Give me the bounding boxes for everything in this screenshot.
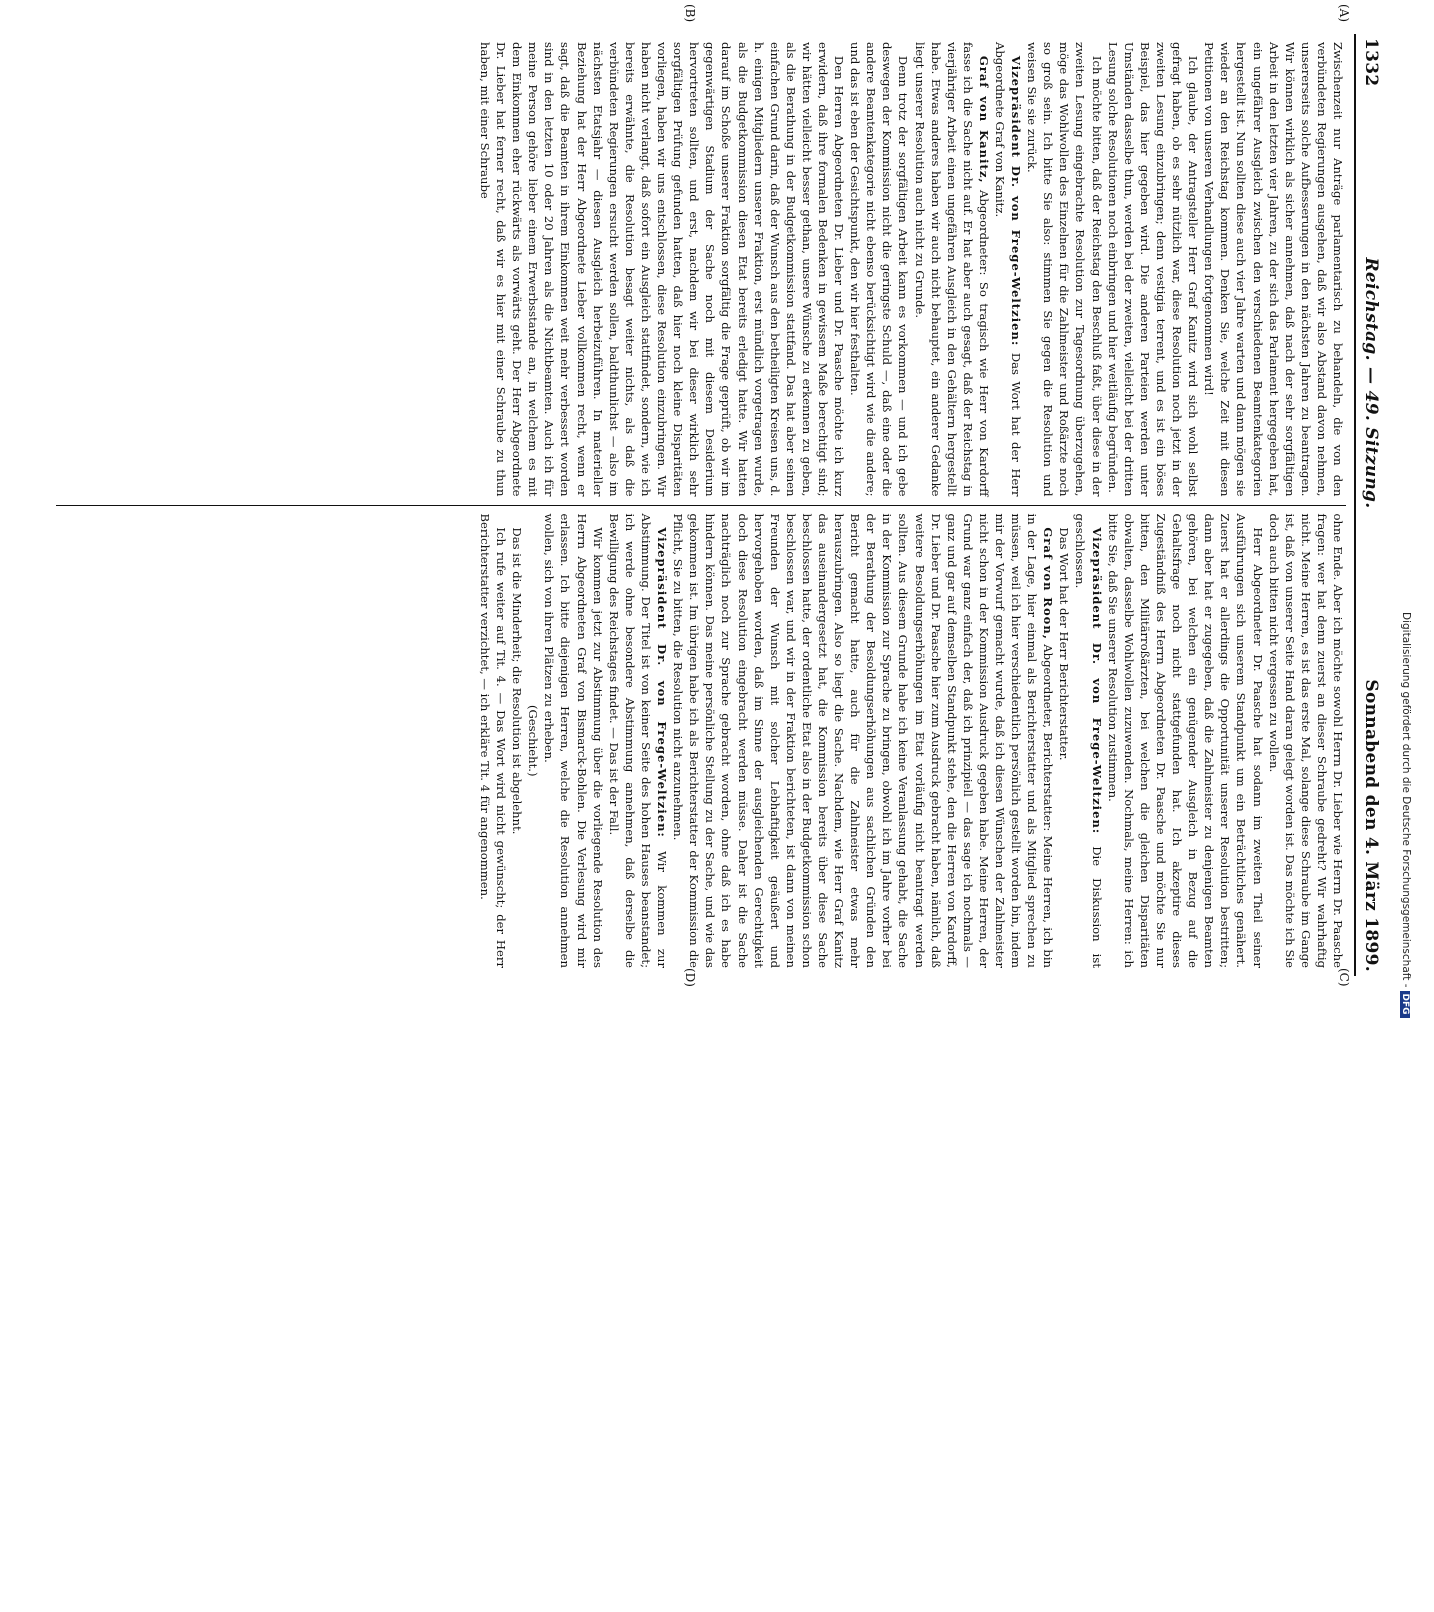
- paragraph: [911, 42, 991, 497]
- credit-text: Digitalisierung gefördert durch die Deutsche Forschungsgemeinschaft -: [1400, 612, 1412, 988]
- dfg-logo: DFG: [1400, 991, 1410, 1018]
- margin-mark-a: (A): [1337, 4, 1351, 23]
- speaker-label: Vizepräsident Dr. von Frege-Weltzien:: [655, 527, 670, 838]
- paragraph: Ich möchte bitten, daß der Reichstag den Beschluß faßt, über diese in der zweiten Lesung eingebrachte Resolution zur Tagesordnung überzugehen, möge das Wohlwollen des Einzelnen für die Zahlmeister und Roßärzte noch so groß sein. Ich bitte Sie also: stimmen Sie gegen die Resolution und weisen Sie sie zurück.: [1025, 42, 1104, 497]
- speech-text: Abgeordneter: So tragisch wie Herr von Kardorff fasse ich die Sache nicht auf. Er hat aber auch gesagt, daß der Reichstag in vierjähriger Arbeit einen ungefähren Ausgleich in den Gehältern hergestellt habe. Etwas anderes haben wir auch nicht behauptet, ein anderer Gedanke liegt unserer Resolution auch nicht zu Grunde.: [912, 42, 991, 497]
- paragraph: [606, 514, 670, 969]
- speech-text: Wir kommen zur Abstimmung. Der Titel ist von keiner Seite des hohen Hauses beanstandet; ich werde ohne besondere Abstimmung annehmen, daß derselbe die Bewilligung des Reichstages findet. — Das ist der Fall.: [606, 513, 670, 968]
- paragraph: Wir kommen jetzt zur Abstimmung über die vorliegende Resolution des Herrn Abgeordneten Graf von Bismarck-Bohlen. Die Verlesung wird mir erlassen. Ich bitte diejenigen Herren, welche die Resolution annehmen wollen, sich von ihren Plätzen zu erheben.: [542, 513, 605, 968]
- rotated-page: [7, 0, 1387, 1000]
- page-number: 1332: [1361, 38, 1381, 87]
- paragraph: Das ist die Minderheit; die Resolution ist abgelehnt.: [510, 527, 525, 835]
- speech-text: Die Diskussion ist geschlossen.: [1073, 513, 1104, 968]
- text-columns: [56, 34, 1346, 976]
- page-header: [1354, 34, 1381, 976]
- paragraph: [992, 42, 1024, 497]
- paragraph: (Geschieht.): [526, 705, 541, 777]
- margin-mark-d: (D): [683, 968, 697, 987]
- column-left: [56, 34, 1346, 505]
- paragraph: Zwischenzeit nur Anträge parlamentarisch zu behandeln, die von den verbündeten Regierungen ausgehen, daß wir also Abstand davon nehmen, unsererseits solche Aufbesserungen in den nächsten Jahren zu beantragen. Wir können wirklich als sicher annehmen, daß nach der sehr sorgfältigen Arbeit in den letzten vier Jahren, zu der sich das Parlament hergegeben hat, ein ungefährer Ausgleich zwischen den verschiedenen Beamtenkategorien hergestellt ist. Nun sollten diese auch vier Jahre warten und dann mögen sie wieder an den Reichstag kommen. Denken Sie, welche Zeit mit diesen Petitionen von unseren Verhandlungen fortgenommen wird!: [1202, 42, 1345, 497]
- paragraph: [1072, 514, 1104, 969]
- paragraph: Ich glaube, der Antragsteller Herr Graf Kanitz wird sich wohl selbst gefragt haben, ob es sehr nützlich war, diese Resolution noch jetzt in der zweiten Lesung einzubringen; denn vestigia terrent, und es ist ein böses Beispiel, das hier gegeben wird. Die anderen Parteien werden unter Umständen dasselbe thun, werden bei der zweiten, vielleicht bei der dritten Lesung solche Resolutionen noch einbringen und hier weitläufig begründen.: [1105, 42, 1201, 497]
- paragraph: Das Wort hat der Herr Berichterstatter.: [1057, 527, 1072, 761]
- margin-mark-c: (C): [1337, 968, 1351, 987]
- paragraph: Ich rufe weiter auf Tit. 4. — Das Wort wird nicht gewünscht; der Herr Berichterstatter verzichtet, — ich erkläre Tit. 4 für angenommen.: [478, 513, 509, 968]
- speech-text: Abgeordneter, Berichterstatter: Meine Herren, ich bin in der Lage, hier einmal als Berichterstatter und als Mitglied sprechen zu müssen, weil ich hier verschiedentlich persönlich gestellt worden bin, indem mir der Vorwurf gemacht wurde, daß ich diesen Wünschen der Zahlmeister nicht schon in der Kommission Ausdruck gegeben habe. Meine Herren, der Grund war ganz einfach der, daß ich prinzipiell — das sage ich nochmals — ganz und gar auf demselben Standpunkt stehe, den die Herren von Kardorff, Dr. Lieber und Dr. Paasche hier zum Ausdruck gebracht haben, nämlich, daß weitere Besoldungserhöhungen im Etat vorläufig nicht beantragt werden sollten. Aus diesem Grunde habe ich keine Veranlassung gehabt, die Sache in der Kommission zur Sprache zu bringen, obwohl ich im Jahre vorher bei der Berathung der Besoldungserhöhungen aus sachlichen Gründen den Bericht gemacht hatte, auch für die Zahlmeister etwas mehr herauszubringen. Also so liegt die Sache. Nachdem, wie Herr Graf Kanitz das auseinandergesetzt hat, die Kommission bereits über diese Sache beschlossen hatte, der ordentliche Etat also in der Budgetkommission schon beschlossen war, und wir in der Fraktion berichteten, ist dann von meinen Freunden der Wunsch mit solcher Lebhaftigkeit geäußert und hervorgehoben worden, daß im Sinne der ausgleichenden Gerechtigkeit doch diese Resolution eingebracht werden müsse. Daher ist die Sache nachträglich noch zur Sprache gebracht worden, ohne daß ich es habe hindern können. Das meine persönliche Stellung zu der Sache, und wie das gekommen ist. Im übrigen habe ich als Berichterstatter der Kommission die Pflicht, Sie zu bitten, die Resolution nicht anzunehmen.: [671, 513, 1056, 969]
- page-date: Sonnabend den 4. März 1899.: [1361, 679, 1381, 972]
- speaker-label: Vizepräsident Dr. von Frege-Weltzien:: [1009, 55, 1024, 347]
- paragraph: ohne Ende. Aber ich möchte sowohl Herrn Dr. Lieber wie Herrn Dr. Paasche fragen: wer hat denn zuerst an dieser Schraube gedreht? Wir wahrhaftig nicht. Meine Herren, es ist das erste Mal, solange diese Schraube im Gange ist, daß von unserer Seite Hand daran gelegt worden ist. Das möchte ich Sie doch auch bitten nicht vergessen zu wollen.: [1266, 513, 1345, 968]
- speaker-label: Graf von Kanitz,: [976, 55, 991, 184]
- page-title: Reichstag. — 49. Sitzung.: [1361, 257, 1381, 509]
- column-right: [56, 505, 1346, 977]
- speech-text: Das Wort hat der Herr Abgeordnete Graf von Kanitz.: [993, 42, 1024, 497]
- paragraph: Herr Abgeordneter Dr. Paasche hat sodann im zweiten Theil seiner Ausführungen sich unserem Standpunkt um ein Beträchtliches genähert. Zuerst hat er allerdings die Opportunität unserer Resolution bestritten; dann aber hat er zugegeben, daß die Zahlmeister zu denjenigen Beamten gehören, bei welchen ein genügender Ausgleich in Bezug auf die Gehaltsfrage noch nicht stattgefunden hat. Ich akzeptire dieses Zugeständniß des Herrn Abgeordneten Dr. Paasche und möchte Sie nur bitten, den Militärroßärzten, bei welchen die gleichen Disparitäten obwalten, dasselbe Wohlwollen zuzuwenden. Nochmals, meine Herren: ich bitte Sie, daß Sie unserer Resolution zustimmen.: [1105, 513, 1265, 968]
- paragraph: [670, 514, 1056, 969]
- speaker-label: Vizepräsident Dr. von Frege-Weltzien:: [1089, 527, 1104, 835]
- paragraph: Den Herren Abgeordneten Dr. Lieber und Dr. Paasche möchte ich kurz erwidern, daß ihre formalen Bedenken in gewissem Maße berechtigt sind; wir hätten vielleicht besser gethan, unsere Wünsche zu erkennen zu geben, als die Berathung in der Budgetkommission stattfand. Das hat aber seinen einfachen Grund darin, daß der Wunsch aus den betheiligten Kreisen uns, d. h. einigen Mitgliedern unserer Fraktion, erst mündlich vorgetragen wurde, als die Budgetkommission diesen Etat bereits erledigt hatte. Wir hatten darauf im Schoße unserer Fraktion sorgfältig die Frage geprüft, ob wir im gegenwärtigen Stadium der Sache noch mit diesem Desiderium hervortreten sollten, und erst, nachdem wir bei dieser wirklich sehr sorgfältigen Prüfung gefunden hatten, daß hier noch kleine Disparitäten vorliegen, haben wir uns entschlossen, diese Resolution einzubringen. Wir haben nicht verlangt, daß sofort ein Ausgleich stattfindet, sondern, wie ich bereits erwähnte, die Resolution besagt weiter nichts, als daß die verbündeten Regierungen ersucht werden sollen, baldthunlichst — also im nächsten Etatsjahr — diesen Ausgleich herbeizuführen. In materieller Beziehung hat der Herr Abgeordnete Lieber vollkommen recht, wenn er sagt, daß die Beamten in ihrem Einkommen weit mehr verbessert worden sind in den letzten 10 oder 20 Jahren als die Nichtbeamten. Auch ich für meine Person gehöre lieber einem Erwerbsstande an, in welchem es mit dem Einkommen eher rückwärts als vorwärts geht. Der Herr Abgeordnete Dr. Lieber hat ferner recht, daß wir es hier mit einer Schraube zu thun haben, mit einer Schraube: [478, 42, 847, 497]
- paragraph: Denn trotz der sorgfältigen Arbeit kann es vorkommen — und ich gebe deswegen der Kommission nicht die geringste Schuld —, daß eine oder die andere Beamtenkategorie nicht ebenso berücksichtigt wird wie die andere; und das ist eben der Gesichtspunkt, den wir hier festhalten.: [848, 42, 911, 497]
- margin-mark-b: (B): [683, 4, 697, 23]
- digitization-credit: [1400, 612, 1412, 1612]
- speaker-label: Graf von Roon,: [1041, 527, 1056, 640]
